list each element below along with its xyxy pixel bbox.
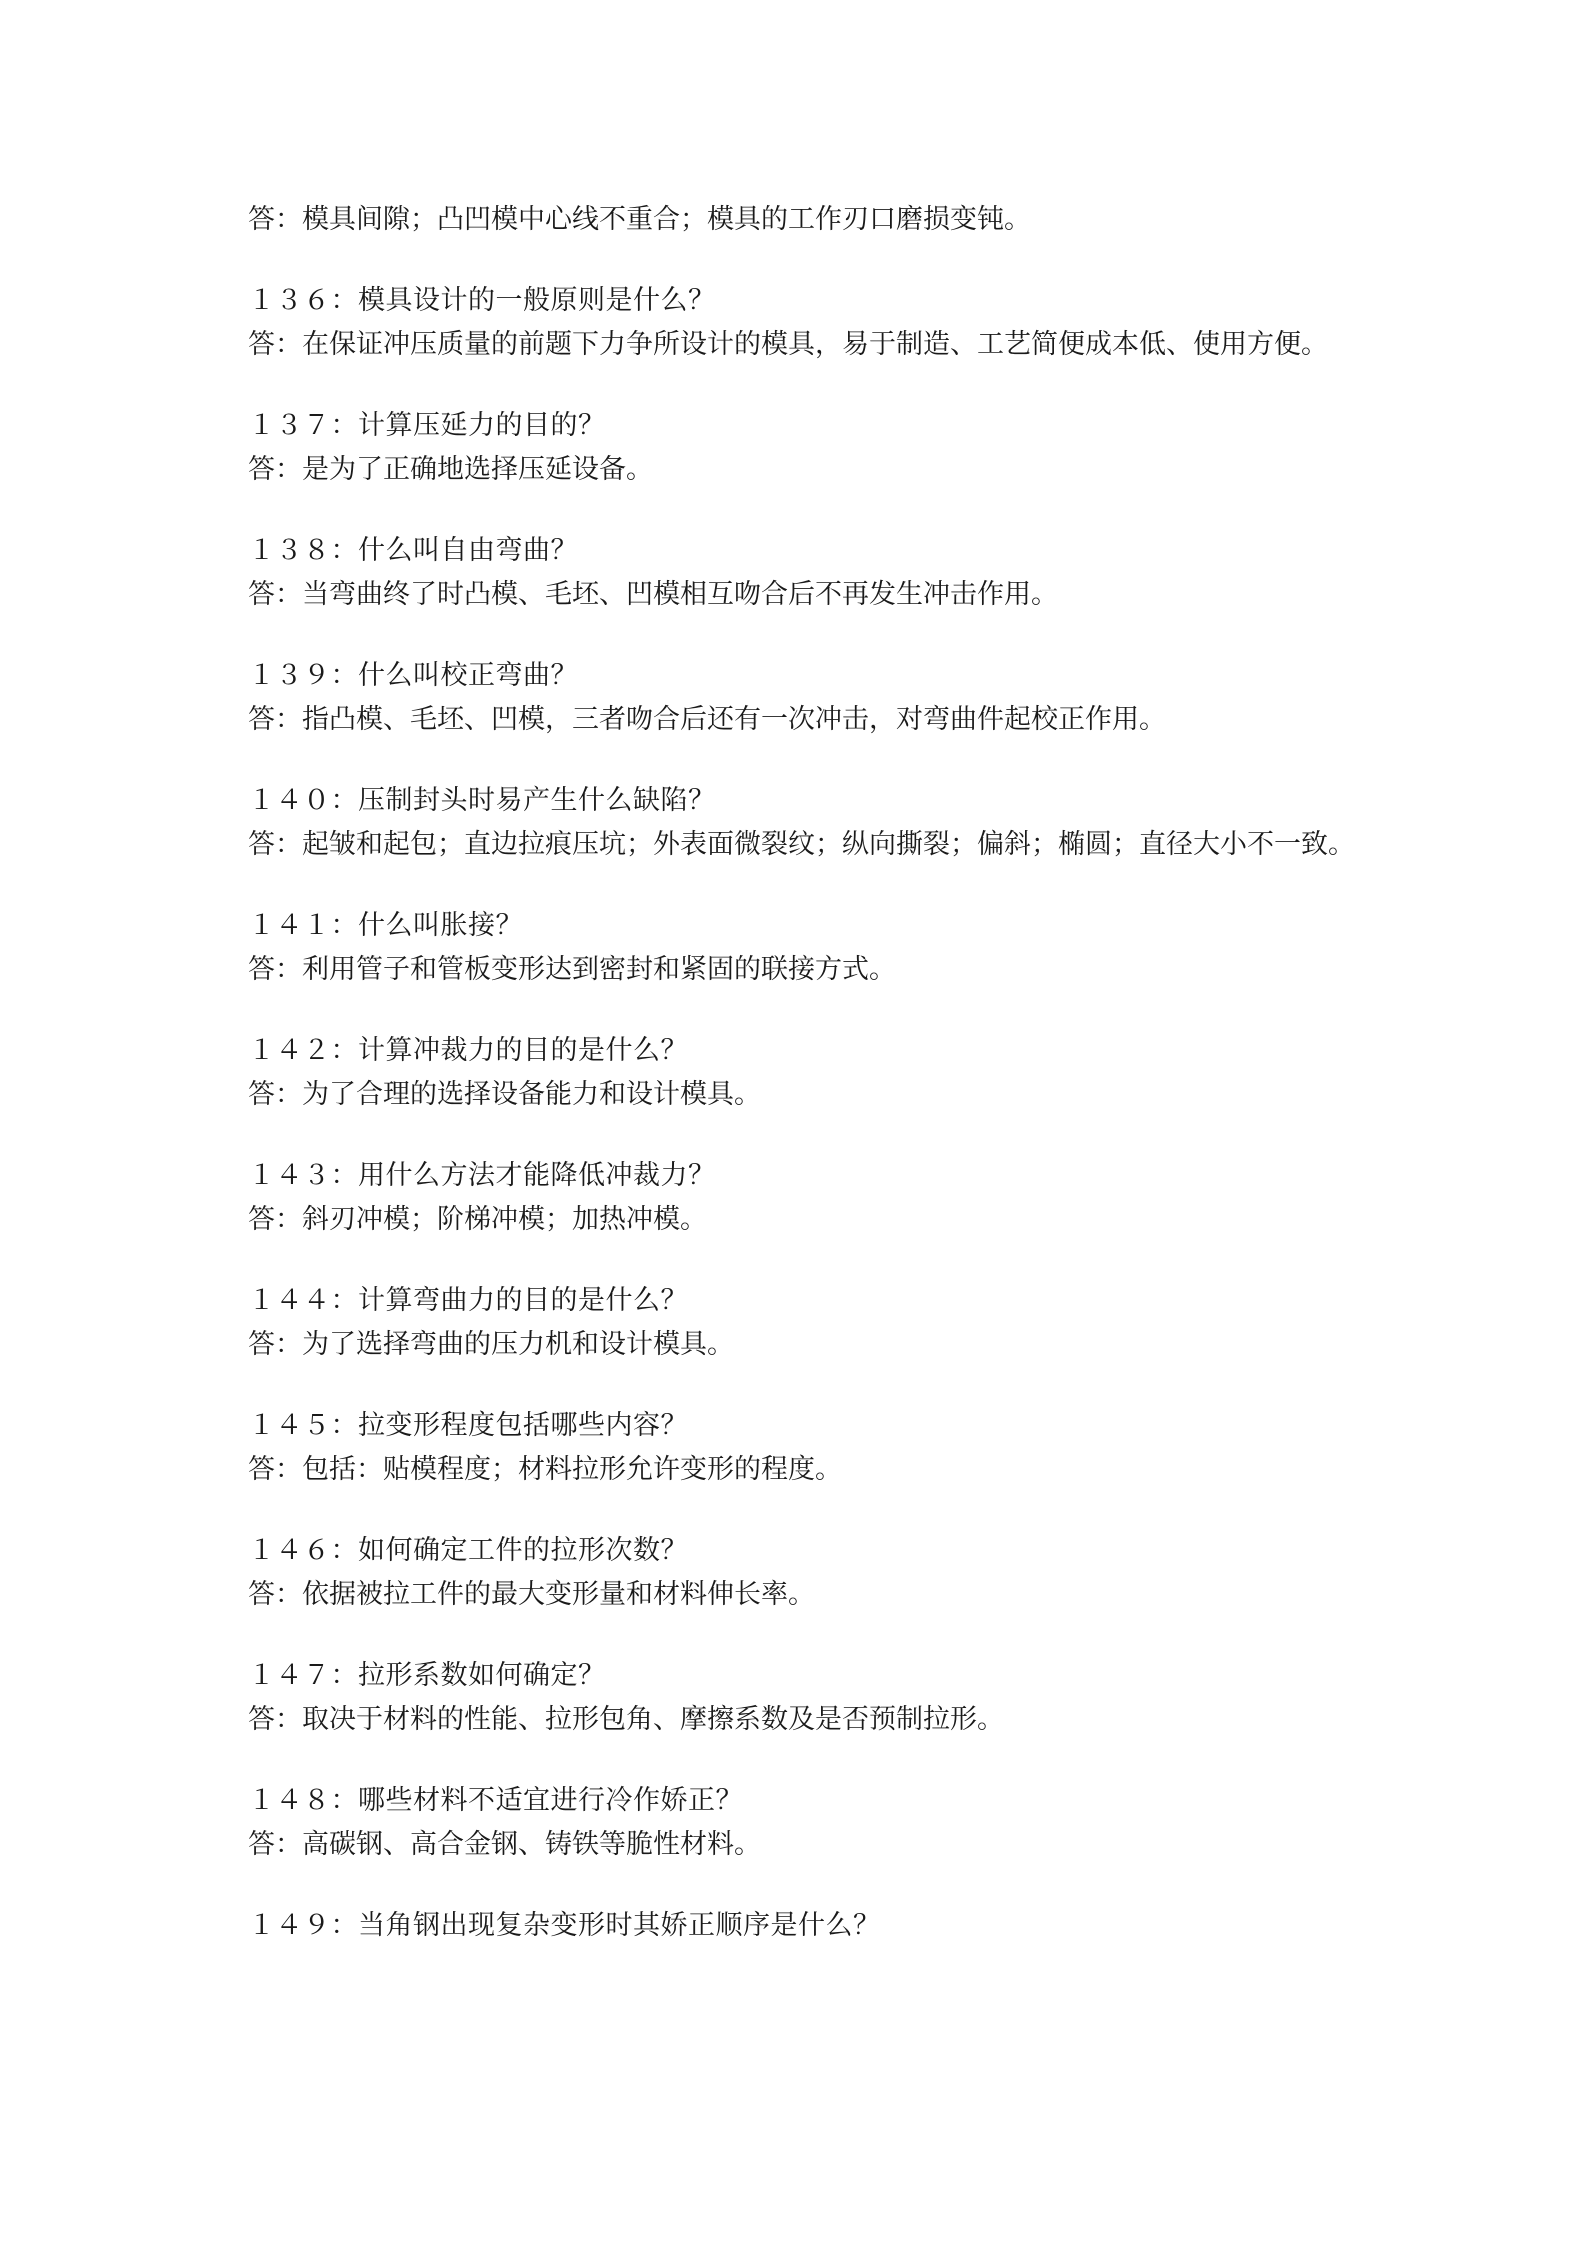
answer-text: 答：高碳钢、高合金钢、铸铁等脆性材料。 bbox=[248, 1829, 761, 1860]
answer-text: 答：斜刃冲模；阶梯冲模；加热冲模。 bbox=[248, 1204, 707, 1235]
spacer bbox=[248, 1742, 1358, 1779]
answer-text: 答：依据被拉工件的最大变形量和材料伸长率。 bbox=[248, 1579, 815, 1610]
spacer bbox=[248, 1867, 1358, 1904]
spacer bbox=[248, 1617, 1358, 1654]
answer-text: 答：利用管子和管板变形达到密封和紧固的联接方式。 bbox=[248, 954, 896, 985]
answer-text: 答：取决于材料的性能、拉形包角、摩擦系数及是否预制拉形。 bbox=[248, 1704, 1004, 1735]
spacer bbox=[248, 367, 1358, 404]
answer-text: 答：是为了正确地选择压延设备。 bbox=[248, 454, 653, 485]
lead-answer: 答：模具间隙；凸凹模中心线不重合；模具的工作刃口磨损变钝。 bbox=[248, 204, 1031, 235]
trailing-question: １４９：当角钢出现复杂变形时其娇正顺序是什么？ bbox=[248, 1910, 881, 1941]
spacer bbox=[248, 492, 1358, 529]
question-text: １４３：用什么方法才能降低冲裁力？ bbox=[248, 1160, 716, 1191]
qa-item bbox=[248, 1154, 1358, 1279]
qa-item bbox=[248, 279, 1358, 404]
answer-text: 答：包括：贴模程度；材料拉形允许变形的程度。 bbox=[248, 1454, 842, 1485]
answer-text: 答：在保证冲压质量的前题下力争所设计的模具，易于制造、工艺简便成本低、使用方便。 bbox=[248, 329, 1328, 360]
qa-item bbox=[248, 1654, 1358, 1779]
question-text: １３６：模具设计的一般原则是什么？ bbox=[248, 285, 716, 316]
qa-item bbox=[248, 654, 1358, 779]
answer-text: 答：起皱和起包；直边拉痕压坑；外表面微裂纹；纵向撕裂；偏斜；椭圆；直径大小不一致。 bbox=[248, 829, 1355, 860]
qa-item bbox=[248, 904, 1358, 1029]
question-text: １４１：什么叫胀接？ bbox=[248, 910, 523, 941]
question-text: １４４：计算弯曲力的目的是什么？ bbox=[248, 1285, 688, 1316]
answer-text: 答：为了合理的选择设备能力和设计模具。 bbox=[248, 1079, 761, 1110]
answer-text: 答：当弯曲终了时凸模、毛坯、凹模相互吻合后不再发生冲击作用。 bbox=[248, 579, 1058, 610]
spacer bbox=[248, 1242, 1358, 1279]
qa-item bbox=[248, 779, 1358, 904]
question-text: １３９：什么叫校正弯曲？ bbox=[248, 660, 578, 691]
qa-item bbox=[248, 529, 1358, 654]
question-text: １３８：什么叫自由弯曲？ bbox=[248, 535, 578, 566]
spacer bbox=[248, 742, 1358, 779]
question-text: １３７：计算压延力的目的？ bbox=[248, 410, 606, 441]
qa-item bbox=[248, 1779, 1358, 1904]
spacer bbox=[248, 867, 1358, 904]
spacer bbox=[248, 1117, 1358, 1154]
spacer bbox=[248, 992, 1358, 1029]
question-text: １４０：压制封头时易产生什么缺陷？ bbox=[248, 785, 716, 816]
question-text: １４６：如何确定工件的拉形次数？ bbox=[248, 1535, 688, 1566]
qa-item bbox=[248, 1404, 1358, 1529]
spacer bbox=[248, 1492, 1358, 1529]
question-text: １４７：拉形系数如何确定？ bbox=[248, 1660, 606, 1691]
qa-item bbox=[248, 1529, 1358, 1654]
answer-text: 答：为了选择弯曲的压力机和设计模具。 bbox=[248, 1329, 734, 1360]
qa-list bbox=[248, 279, 1358, 1904]
question-text: １４５：拉变形程度包括哪些内容？ bbox=[248, 1410, 688, 1441]
question-text: １４２：计算冲裁力的目的是什么？ bbox=[248, 1035, 688, 1066]
spacer bbox=[248, 242, 1358, 279]
answer-text: 答：指凸模、毛坯、凹模，三者吻合后还有一次冲击，对弯曲件起校正作用。 bbox=[248, 704, 1166, 735]
qa-item bbox=[248, 1279, 1358, 1404]
spacer bbox=[248, 617, 1358, 654]
qa-item bbox=[248, 404, 1358, 529]
spacer bbox=[248, 1367, 1358, 1404]
question-text: １４８：哪些材料不适宜进行冷作娇正？ bbox=[248, 1785, 743, 1816]
qa-item bbox=[248, 1029, 1358, 1154]
document-page bbox=[248, 198, 1358, 1948]
